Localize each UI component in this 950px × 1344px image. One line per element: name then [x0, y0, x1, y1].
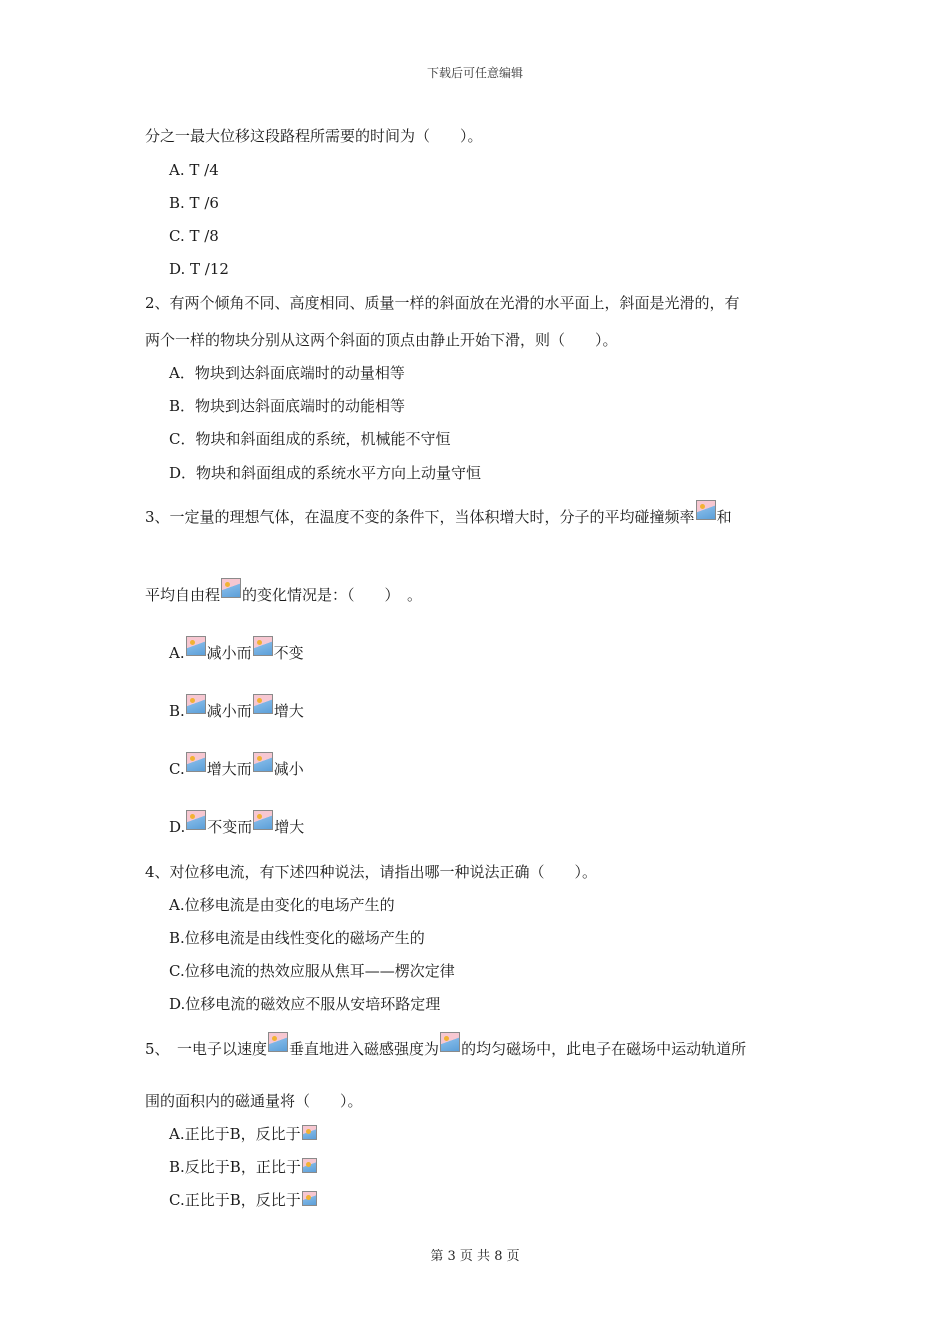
q2-option-d: D．物块和斜面组成的系统水平方向上动量守恒 — [169, 464, 482, 482]
q3-option-mid: 减小而 — [206, 644, 252, 662]
q1-option-d: D. T /12 — [169, 260, 229, 278]
formula-image-icon — [268, 1032, 288, 1052]
q3-option-mid: 不变而 — [207, 818, 253, 836]
formula-image-icon — [186, 694, 206, 714]
q3-line1-end: 和 — [716, 508, 732, 526]
q5-line1-end: 的均匀磁场中，此电子在磁场中运动轨道所 — [461, 1040, 747, 1058]
formula-image-icon — [302, 1191, 317, 1206]
q4-option-d: D.位移电流的磁效应不服从安培环路定理 — [169, 995, 441, 1013]
q1-option-a: A. T /4 — [169, 161, 219, 179]
q2-option-a: A．物块到达斜面底端时的动量相等 — [169, 364, 405, 382]
formula-image-icon — [696, 500, 716, 520]
q5-option-b — [169, 1156, 318, 1178]
q5-line2: 围的面积内的磁通量将（ ）。 — [145, 1092, 363, 1110]
q5-line1-text: 5、 一电子以速度 — [145, 1040, 268, 1058]
q3-option-mid: 增大而 — [206, 760, 252, 778]
q3-option-end: 不变 — [273, 644, 304, 662]
q4-text: 4、对位移电流，有下述四种说法，请指出哪一种说法正确（ ）。 — [145, 863, 598, 881]
q3-option-end: 增大 — [273, 702, 304, 720]
q3-option-end: 减小 — [273, 760, 304, 778]
q3-option-letter: C. — [169, 760, 185, 778]
q3-option-mid: 减小而 — [206, 702, 252, 720]
q3-option-end: 增大 — [274, 818, 305, 836]
q3-option-letter: A. — [169, 644, 185, 662]
formula-image-icon — [253, 810, 273, 830]
q5-option-text: B.反比于B，正比于 — [169, 1158, 301, 1176]
formula-image-icon — [440, 1032, 460, 1052]
q2-line2: 两个一样的物块分别从这两个斜面的顶点由静止开始下滑，则（ ）。 — [145, 331, 618, 349]
formula-image-icon — [253, 752, 273, 772]
q3-option-d — [169, 810, 304, 838]
q1-option-b: B. T /6 — [169, 194, 219, 212]
q3-option-b — [169, 694, 304, 722]
q1-option-c: C. T /8 — [169, 227, 219, 245]
q3-line2-end: 的变化情况是：（ ） 。 — [242, 586, 423, 604]
formula-image-icon — [186, 810, 206, 830]
q2-line1: 2、有两个倾角不同、高度相同、质量一样的斜面放在光滑的水平面上，斜面是光滑的，有 — [145, 294, 740, 312]
page-header: 下载后可任意编辑 — [426, 66, 523, 80]
q2-option-c: C．物块和斜面组成的系统，机械能不守恒 — [169, 430, 451, 448]
q5-option-text: A.正比于B，反比于 — [169, 1125, 301, 1143]
q2-option-b: B．物块到达斜面底端时的动能相等 — [169, 397, 406, 415]
q5-option-text: C.正比于B，反比于 — [169, 1191, 301, 1209]
q3-option-letter: D. — [169, 818, 186, 836]
q1-text: 分之一最大位移这段路程所需要的时间为（ ）。 — [145, 127, 483, 145]
q4-option-c: C.位移电流的热效应服从焦耳——楞次定律 — [169, 962, 455, 980]
q3-line1 — [145, 500, 732, 528]
q5-option-a — [169, 1123, 318, 1145]
formula-image-icon — [186, 752, 206, 772]
page-footer: 第 3 页 共 8 页 — [430, 1249, 520, 1264]
formula-image-icon — [253, 694, 273, 714]
q3-option-c — [169, 752, 304, 780]
q5-line1 — [145, 1032, 746, 1060]
q3-line2 — [145, 578, 422, 606]
formula-image-icon — [221, 578, 241, 598]
q4-option-b: B.位移电流是由线性变化的磁场产生的 — [169, 929, 425, 947]
formula-image-icon — [186, 636, 206, 656]
q3-option-a — [169, 636, 304, 664]
q3-option-letter: B. — [169, 702, 185, 720]
q5-line1-mid: 垂直地进入磁感强度为 — [289, 1040, 440, 1058]
q3-line2-text: 平均自由程 — [145, 586, 221, 604]
formula-image-icon — [302, 1158, 317, 1173]
q3-line1-text: 3、一定量的理想气体，在温度不变的条件下，当体积增大时，分子的平均碰撞频率 — [145, 508, 695, 526]
formula-image-icon — [302, 1125, 317, 1140]
q5-option-c — [169, 1189, 318, 1211]
formula-image-icon — [253, 636, 273, 656]
q4-option-a: A.位移电流是由变化的电场产生的 — [169, 896, 395, 914]
